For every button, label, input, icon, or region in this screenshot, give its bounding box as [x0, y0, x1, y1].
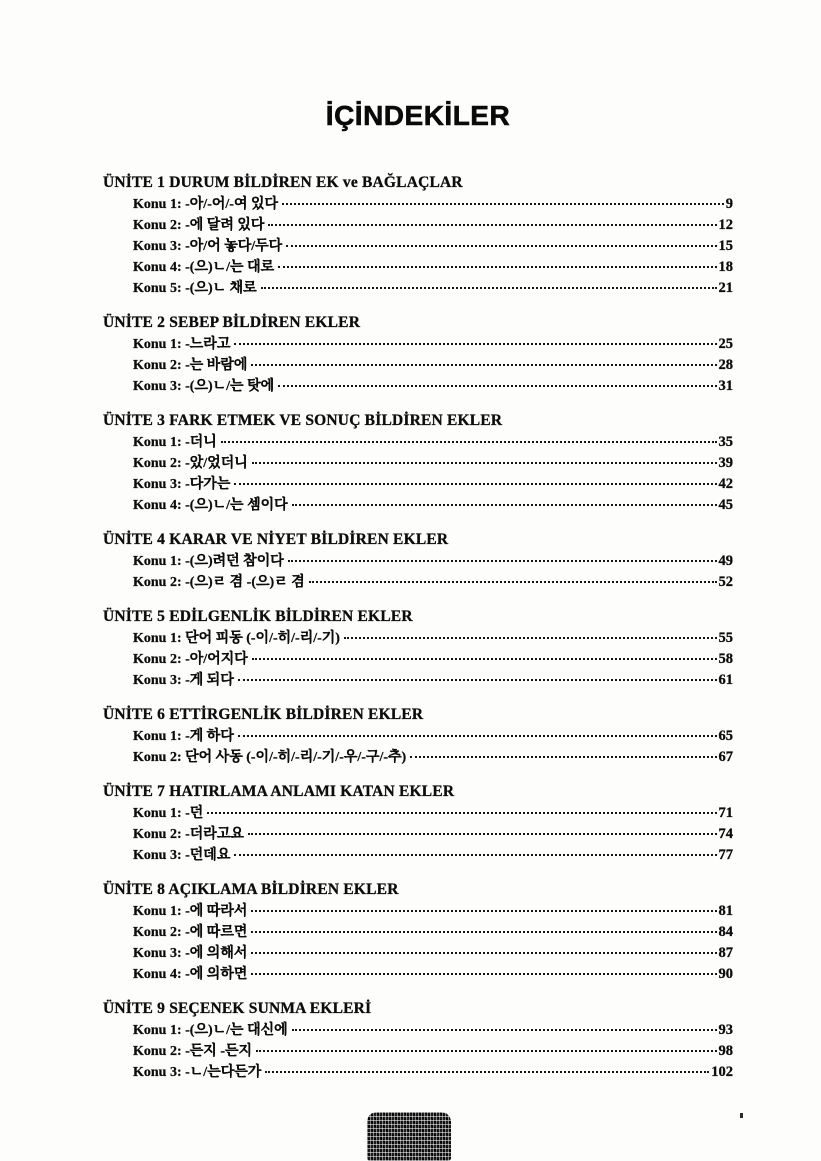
- toc-entry-page-number: 74: [718, 826, 733, 842]
- toc-entry-label: Konu 2: -에 달려 있다: [133, 218, 265, 233]
- toc-entry-label: Konu 3: -다가는: [133, 477, 231, 492]
- toc-entry: [103, 474, 733, 495]
- dot-leader: [252, 462, 717, 464]
- dot-leader: [251, 973, 716, 975]
- toc-entry-page-number: 12: [718, 217, 733, 233]
- toc-entry: [103, 922, 733, 943]
- toc-entry: [103, 355, 733, 376]
- unit-topics: [103, 194, 733, 299]
- unit-title: ÜNİTE 2 SEBEP BİLDİREN EKLER: [103, 314, 361, 331]
- dot-leader: [292, 1029, 717, 1031]
- scan-artifact-dot: [740, 1113, 743, 1118]
- toc-entry-label: Konu 1: -더니: [133, 435, 217, 450]
- toc-entry-page-number: 42: [718, 476, 733, 492]
- toc-entry-page-number: 67: [718, 749, 733, 765]
- dot-leader: [234, 343, 716, 345]
- toc-entry-page-number: 52: [718, 574, 733, 590]
- unit-title: ÜNİTE 8 AÇIKLAMA BİLDİREN EKLER: [103, 881, 399, 898]
- toc-entry: [103, 824, 733, 845]
- unit-title: ÜNİTE 5 EDİLGENLİK BİLDİREN EKLER: [103, 608, 413, 625]
- toc-entry-label: Konu 2: -는 바람에: [133, 358, 248, 373]
- toc-entry-label: Konu 2: -더라고요: [133, 827, 244, 842]
- dot-leader: [251, 910, 716, 912]
- toc-entry-label: Konu 3: -게 되다: [133, 673, 234, 688]
- toc-entry: [103, 376, 733, 397]
- toc-unit: [103, 781, 733, 866]
- toc-entry-label: Konu 4: -(으)ㄴ/는 대로: [133, 260, 275, 275]
- toc-entry-page-number: 98: [718, 1043, 733, 1059]
- toc-entry-label: Konu 2: 단어 사동 (-이/-히/-리/-기/-우/-구/-추): [133, 750, 407, 765]
- dot-leader: [282, 203, 724, 205]
- toc-entry: [103, 1041, 733, 1062]
- unit-title: ÜNİTE 3 FARK ETMEK VE SONUÇ BİLDİREN EKLER: [103, 412, 503, 429]
- toc-unit: [103, 410, 733, 516]
- toc-entry-page-number: 35: [718, 434, 733, 450]
- toc-entry-label: Konu 3: -아/어 놓다/두다: [133, 239, 283, 254]
- dot-leader: [234, 854, 716, 856]
- toc-entry-label: Konu 3: -ㄴ/는다든가: [133, 1065, 262, 1080]
- toc-entry: [103, 845, 733, 866]
- dot-leader: [261, 287, 717, 289]
- toc-entry: [103, 278, 733, 299]
- toc-entry: [103, 551, 733, 572]
- toc-entry-page-number: 49: [718, 553, 733, 569]
- toc-entry-page-number: 31: [718, 378, 733, 394]
- toc-entry: [103, 747, 733, 768]
- toc-content: [103, 100, 733, 1096]
- toc-entry-page-number: 58: [718, 651, 733, 667]
- toc-entry-page-number: 93: [718, 1022, 733, 1038]
- dot-leader: [251, 952, 716, 954]
- toc-entry-label: Konu 2: -(으)ㄹ 겸 -(으)ㄹ 겸: [133, 575, 305, 590]
- toc-unit: [103, 606, 733, 691]
- toc-unit: [103, 998, 733, 1083]
- toc-entry-label: Konu 5: -(으)ㄴ 채로: [133, 281, 257, 296]
- toc-entry-label: Konu 1: -(으)려던 참이다: [133, 554, 284, 569]
- toc-entry-label: Konu 4: -에 의하면: [133, 967, 248, 982]
- toc-entry-label: Konu 1: 단어 피동 (-이/-히/-리/-기): [133, 631, 340, 646]
- unit-title: ÜNİTE 9 SEÇENEK SUNMA EKLERİ: [103, 1000, 372, 1017]
- toc-entry: [103, 572, 733, 593]
- toc-entry-label: Konu 3: -던데요: [133, 848, 231, 863]
- scan-artifact-block: [367, 1112, 451, 1161]
- toc-entry-label: Konu 1: -아/-어/-여 있다: [133, 197, 279, 212]
- toc-entry: [103, 495, 733, 516]
- toc-unit: [103, 529, 733, 593]
- toc-entry: [103, 194, 733, 215]
- toc-entry-label: Konu 1: -게 하다: [133, 729, 234, 744]
- toc-entry-page-number: 87: [718, 945, 733, 961]
- dot-leader: [248, 833, 717, 835]
- toc-entry-page-number: 18: [718, 259, 733, 275]
- dot-leader: [238, 679, 717, 681]
- toc-entry-label: Konu 1: -던: [133, 806, 204, 821]
- toc-entry: [103, 670, 733, 691]
- toc-entry: [103, 803, 733, 824]
- dot-leader: [268, 224, 716, 226]
- toc-entry-page-number: 77: [718, 847, 733, 863]
- unit-title: ÜNİTE 6 ETTİRGENLİK BİLDİREN EKLER: [103, 706, 424, 723]
- toc-entry: [103, 1020, 733, 1041]
- toc-entry-label: Konu 2: -든지 -든지: [133, 1044, 253, 1059]
- dot-leader: [234, 483, 716, 485]
- toc-entry-page-number: 84: [718, 924, 733, 940]
- unit-topics: [103, 334, 733, 397]
- toc-entry-label: Konu 2: -아/어지다: [133, 652, 248, 667]
- toc-entry-label: Konu 1: -느라고: [133, 337, 231, 352]
- toc-entry: [103, 236, 733, 257]
- toc-entry: [103, 628, 733, 649]
- page-title: İÇİNDEKİLER: [325, 100, 511, 131]
- toc-entry-page-number: 102: [711, 1064, 733, 1080]
- toc-entry: [103, 901, 733, 922]
- toc-entry-page-number: 15: [718, 238, 733, 254]
- unit-title: ÜNİTE 4 KARAR VE NİYET BİLDİREN EKLER: [103, 531, 449, 548]
- toc-unit: [103, 172, 733, 299]
- toc-entry-page-number: 61: [718, 672, 733, 688]
- unit-title: ÜNİTE 1 DURUM BİLDİREN EK ve BAĞLAÇLAR: [103, 174, 463, 191]
- dot-leader: [207, 812, 716, 814]
- toc-entry-label: Konu 2: -았/었더니: [133, 456, 248, 471]
- toc-entry-page-number: 39: [718, 455, 733, 471]
- dot-leader: [288, 560, 717, 562]
- unit-topics: [103, 1020, 733, 1083]
- toc-entry-page-number: 21: [718, 280, 733, 296]
- dot-leader: [238, 735, 717, 737]
- toc-entry: [103, 453, 733, 474]
- unit-topics: [103, 432, 733, 516]
- toc-entry: [103, 257, 733, 278]
- toc-entry: [103, 215, 733, 236]
- unit-topics: [103, 628, 733, 691]
- dot-leader: [410, 756, 716, 758]
- table-of-contents: [103, 172, 733, 1083]
- dot-leader: [309, 581, 717, 583]
- toc-entry-label: Konu 3: -에 의해서: [133, 946, 248, 961]
- toc-entry-page-number: 9: [725, 196, 733, 212]
- toc-entry: [103, 726, 733, 747]
- toc-entry-page-number: 90: [718, 966, 733, 982]
- dot-leader: [278, 385, 716, 387]
- dot-leader: [286, 245, 716, 247]
- toc-entry-page-number: 45: [718, 497, 733, 513]
- dot-leader: [344, 637, 717, 639]
- toc-entry-page-number: 55: [718, 630, 733, 646]
- toc-entry-page-number: 71: [718, 805, 733, 821]
- toc-unit: [103, 704, 733, 768]
- toc-entry: [103, 943, 733, 964]
- unit-topics: [103, 803, 733, 866]
- toc-entry: [103, 649, 733, 670]
- toc-entry: [103, 1062, 733, 1083]
- dot-leader: [251, 931, 716, 933]
- toc-unit: [103, 312, 733, 397]
- toc-entry-label: Konu 1: -(으)ㄴ/는 대신에: [133, 1023, 288, 1038]
- dot-leader: [265, 1071, 709, 1073]
- toc-entry-label: Konu 3: -(으)ㄴ/는 탓에: [133, 379, 275, 394]
- dot-leader: [221, 441, 717, 443]
- toc-entry-page-number: 28: [718, 357, 733, 373]
- dot-leader: [278, 266, 716, 268]
- toc-entry-page-number: 65: [718, 728, 733, 744]
- toc-entry: [103, 432, 733, 453]
- toc-entry-label: Konu 1: -에 따라서: [133, 904, 248, 919]
- toc-unit: [103, 879, 733, 985]
- dot-leader: [252, 658, 717, 660]
- unit-topics: [103, 726, 733, 768]
- unit-topics: [103, 901, 733, 985]
- dot-leader: [256, 1050, 716, 1052]
- toc-entry: [103, 334, 733, 355]
- toc-entry-page-number: 25: [718, 336, 733, 352]
- toc-entry-label: Konu 2: -에 따르면: [133, 925, 248, 940]
- unit-title: ÜNİTE 7 HATIRLAMA ANLAMI KATAN EKLER: [103, 783, 455, 800]
- toc-entry: [103, 964, 733, 985]
- toc-entry-label: Konu 4: -(으)ㄴ/는 셈이다: [133, 498, 288, 513]
- toc-entry-page-number: 81: [718, 903, 733, 919]
- dot-leader: [292, 504, 717, 506]
- dot-leader: [251, 364, 716, 366]
- unit-topics: [103, 551, 733, 593]
